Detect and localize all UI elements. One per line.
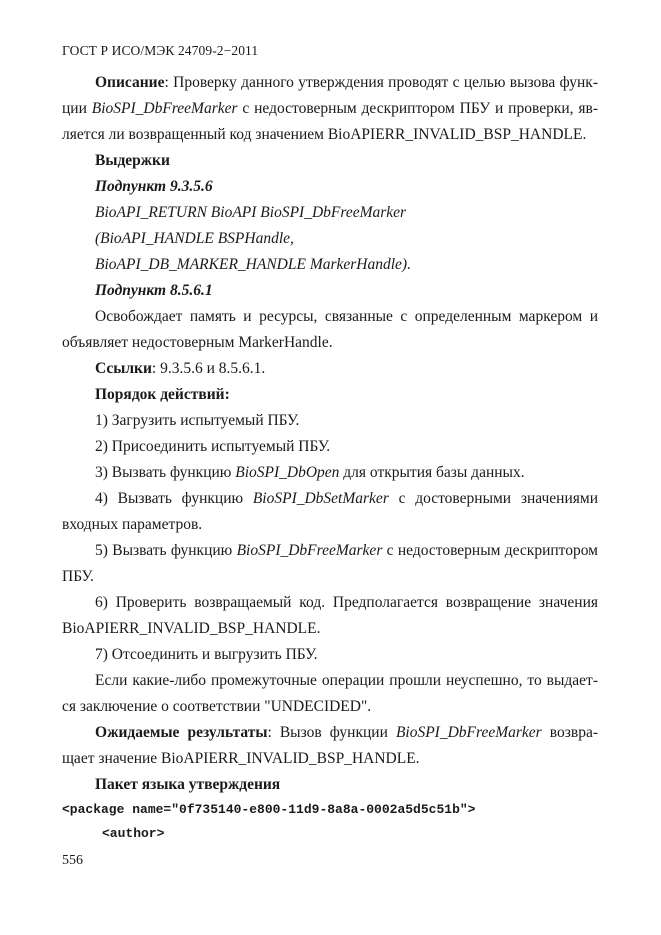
- procedure-step-1: 1) Загрузить испытуемый ПБУ.: [95, 412, 300, 429]
- excerpts-code-line-2: (BioAPI_HANDLE BSPHandle,: [95, 230, 294, 247]
- description-text-1: : Проверку данного утверждения проводят с целью вызова функ-: [164, 74, 598, 91]
- procedure-step-6-cont: BioAPIERR_INVALID_BSP_HANDLE.: [62, 620, 321, 637]
- procedure-step-5: [62, 538, 598, 564]
- procedure-step-4-func: BioSPI_DbSetMarker: [252, 490, 389, 507]
- excerpts-text-2: объявляет недостоверным MarkerHandle.: [62, 334, 333, 351]
- description-func: BioSPI_DbFreeMarker: [91, 100, 238, 117]
- procedure-step-3: [62, 460, 598, 486]
- expected-text-a: : Вызов функции: [267, 724, 396, 741]
- procedure-step-3-text-b: для открытия базы данных.: [339, 464, 525, 481]
- procedure-step-4-text-a: 4) Вызвать функцию: [95, 490, 253, 507]
- procedure-step-5-func: BioSPI_DbFreeMarker: [236, 542, 383, 559]
- expected-line-1: [62, 720, 598, 746]
- excerpts-code-line-1: BioAPI_RETURN BioAPI BioSPI_DbFreeMarker: [95, 204, 407, 221]
- references-line: [62, 356, 598, 382]
- description-label: Описание: [95, 74, 165, 91]
- references-text: : 9.3.5.6 и 8.5.6.1.: [151, 360, 266, 377]
- expected-line-2: щает значение BioAPIERR_INVALID_BSP_HANDLE.: [62, 750, 420, 767]
- procedure-step-3-text-a: 3) Вызвать функцию: [95, 464, 236, 481]
- procedure-step-6: 6) Проверить возвращаемый код. Предполагается возвращение значения: [95, 594, 598, 611]
- package-code-line-2: <author>: [102, 826, 165, 841]
- document-body: [62, 70, 598, 846]
- procedure-note-1: Если какие-либо промежуточные операции прошли неуспешно, то выдает-: [95, 672, 598, 689]
- references-label: Ссылки: [95, 360, 152, 377]
- procedure-step-4-text-b: с достоверными значениями: [388, 490, 599, 507]
- procedure-step-2: 2) Присоединить испытуемый ПБУ.: [95, 438, 331, 455]
- procedure-step-4-cont: входных параметров.: [62, 516, 203, 533]
- excerpts-code-line-3: BioAPI_DB_MARKER_HANDLE MarkerHandle).: [95, 256, 411, 273]
- procedure-title: Порядок действий:: [95, 386, 230, 403]
- description-text-2a: ции: [62, 100, 92, 117]
- procedure-step-5-cont: ПБУ.: [62, 568, 94, 585]
- page-number: 556: [62, 853, 83, 868]
- procedure-step-5-text-b: с недостоверным дескриптором: [382, 542, 598, 559]
- description-line-3: ляется ли возвращенный код значением BioAPIERR_INVALID_BSP_HANDLE.: [62, 126, 587, 143]
- excerpts-subclause-1: Подпункт 9.3.5.6: [95, 178, 213, 195]
- excerpts-subclause-2: Подпункт 8.5.6.1: [95, 282, 213, 299]
- procedure-note-2: ся заключение о соответствии "UNDECIDED".: [62, 698, 372, 715]
- document-header: ГОСТ Р ИСО/МЭК 24709-2−2011: [62, 43, 259, 58]
- expected-func: BioSPI_DbFreeMarker: [395, 724, 542, 741]
- package-title: Пакет языка утверждения: [95, 776, 281, 793]
- expected-label: Ожидаемые результаты: [95, 724, 268, 741]
- procedure-step-7: 7) Отсоединить и выгрузить ПБУ.: [95, 646, 318, 663]
- description-line-2: [62, 96, 598, 122]
- package-code-line-1: <package name="0f735140-e800-11d9-8a8a-0002a5d5c51b">: [62, 802, 476, 817]
- procedure-step-3-func: BioSPI_DbOpen: [235, 464, 340, 481]
- excerpts-title: Выдержки: [95, 152, 170, 169]
- description-line-1: [62, 70, 598, 96]
- description-text-2b: с недостоверным дескриптором ПБУ и проверки, яв-: [237, 100, 598, 117]
- procedure-step-5-text-a: 5) Вызвать функцию: [95, 542, 237, 559]
- procedure-step-4: [62, 486, 598, 512]
- excerpts-text-1: Освобождает память и ресурсы, связанные с определенным маркером и: [95, 308, 598, 325]
- expected-text-b: возвра-: [541, 724, 598, 741]
